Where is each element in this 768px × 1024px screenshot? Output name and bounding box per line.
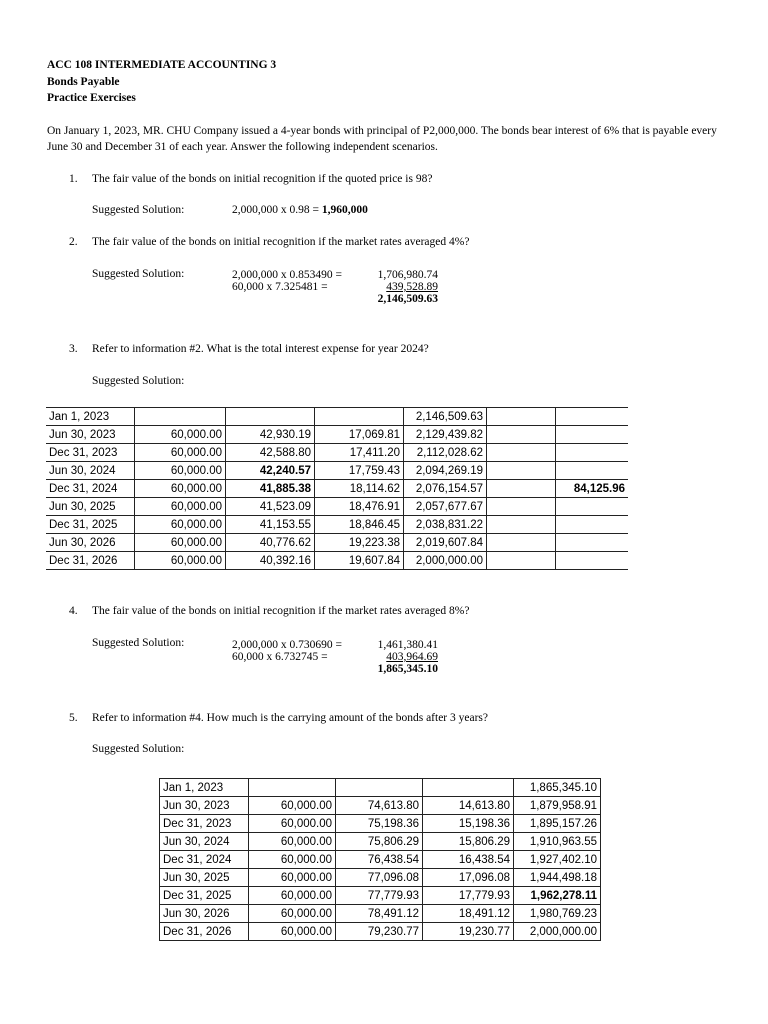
q4-total: 1,865,345.10 — [377, 663, 438, 675]
amortization-cell: 18,114.62 — [315, 480, 404, 498]
amortization-cell — [423, 779, 514, 797]
q1-solution-label: Suggested Solution: — [92, 204, 185, 216]
table-row — [46, 408, 628, 426]
cash-cell: 60,000.00 — [135, 534, 226, 552]
q4-calc-line-1: 2,000,000 x 0.730690 = — [232, 639, 342, 651]
amortization-cell: 17,779.93 — [423, 887, 514, 905]
interest-cell: 74,613.80 — [336, 797, 423, 815]
blank-cell — [556, 408, 629, 426]
q2-text: The fair value of the bonds on initial recognition if the market rates averaged 4%? — [92, 236, 470, 248]
date-cell: Dec 31, 2025 — [160, 887, 249, 905]
cash-cell: 60,000.00 — [135, 426, 226, 444]
table-row — [46, 516, 628, 534]
interest-cell: 79,230.77 — [336, 923, 423, 941]
amortization-cell: 19,607.84 — [315, 552, 404, 570]
cash-cell: 60,000.00 — [249, 887, 336, 905]
cash-cell: 60,000.00 — [135, 552, 226, 570]
q4-calc-lines — [232, 639, 342, 663]
q2-calc-values — [360, 269, 438, 305]
amortization-cell: 16,438.54 — [423, 851, 514, 869]
q4-calc-values — [360, 639, 438, 675]
amortization-cell: 15,198.36 — [423, 815, 514, 833]
date-cell: Jun 30, 2025 — [160, 869, 249, 887]
interest-cell: 75,806.29 — [336, 833, 423, 851]
date-cell: Jun 30, 2024 — [46, 462, 135, 480]
interest-cell: 75,198.36 — [336, 815, 423, 833]
interest-cell: 42,930.19 — [226, 426, 315, 444]
interest-cell: 42,588.80 — [226, 444, 315, 462]
carrying-cell: 2,019,607.84 — [404, 534, 487, 552]
interest-cell — [226, 408, 315, 426]
carrying-cell: 1,910,963.55 — [514, 833, 601, 851]
date-cell: Dec 31, 2024 — [46, 480, 135, 498]
cash-cell: 60,000.00 — [249, 833, 336, 851]
table-row — [160, 815, 601, 833]
amortization-cell: 18,476.91 — [315, 498, 404, 516]
amortization-cell: 14,613.80 — [423, 797, 514, 815]
q2-calc-line-1: 2,000,000 x 0.853490 = — [232, 269, 342, 281]
table-row — [160, 851, 601, 869]
cash-cell: 60,000.00 — [249, 905, 336, 923]
date-cell: Jun 30, 2023 — [46, 426, 135, 444]
date-cell: Jun 30, 2024 — [160, 833, 249, 851]
interest-cell: 77,096.08 — [336, 869, 423, 887]
carrying-cell: 2,038,831.22 — [404, 516, 487, 534]
carrying-cell: 2,094,269.19 — [404, 462, 487, 480]
q2-calc-lines — [232, 269, 342, 293]
q4-value-1: 1,461,380.41 — [377, 639, 438, 651]
q3-solution-label: Suggested Solution: — [92, 375, 185, 387]
q2-calc-line-2: 60,000 x 7.325481 = — [232, 281, 328, 293]
date-cell: Jun 30, 2025 — [46, 498, 135, 516]
cash-cell: 60,000.00 — [249, 923, 336, 941]
table-row — [46, 444, 628, 462]
blank-cell — [487, 552, 556, 570]
q5-number: 5. — [69, 712, 78, 724]
topic-title: Bonds Payable — [47, 76, 120, 88]
blank-cell — [487, 516, 556, 534]
date-cell: Jun 30, 2023 — [160, 797, 249, 815]
table-row — [160, 887, 601, 905]
cash-cell: 60,000.00 — [135, 498, 226, 516]
carrying-cell: 2,057,677.67 — [404, 498, 487, 516]
amortization-cell: 18,491.12 — [423, 905, 514, 923]
subtitle: Practice Exercises — [47, 92, 136, 104]
q2-number: 2. — [69, 236, 78, 248]
table-row — [160, 779, 601, 797]
carrying-cell: 2,000,000.00 — [514, 923, 601, 941]
date-cell: Jun 30, 2026 — [46, 534, 135, 552]
amortization-cell: 17,096.08 — [423, 869, 514, 887]
blank-cell — [556, 462, 629, 480]
amortization-cell: 17,069.81 — [315, 426, 404, 444]
interest-cell: 40,776.62 — [226, 534, 315, 552]
interest-cell: 76,438.54 — [336, 851, 423, 869]
carrying-cell: 1,879,958.91 — [514, 797, 601, 815]
q4-solution-label: Suggested Solution: — [92, 637, 185, 649]
q2-value-1: 1,706,980.74 — [377, 269, 438, 281]
q4-value-2: 403,964.69 — [386, 651, 438, 663]
blank-cell — [556, 534, 629, 552]
date-cell: Dec 31, 2026 — [46, 552, 135, 570]
amortization-cell — [315, 408, 404, 426]
table-row — [160, 923, 601, 941]
blank-cell — [556, 498, 629, 516]
interest-cell: 78,491.12 — [336, 905, 423, 923]
q1-number: 1. — [69, 173, 78, 185]
table-row — [160, 833, 601, 851]
interest-cell: 41,523.09 — [226, 498, 315, 516]
date-cell: Jan 1, 2023 — [46, 408, 135, 426]
cash-cell: 60,000.00 — [249, 797, 336, 815]
amortization-cell: 17,411.20 — [315, 444, 404, 462]
total-interest-2024: 84,125.96 — [556, 480, 629, 498]
date-cell: Jun 30, 2026 — [160, 905, 249, 923]
interest-cell: 41,885.38 — [226, 480, 315, 498]
carrying-cell: 1,980,769.23 — [514, 905, 601, 923]
date-cell: Dec 31, 2025 — [46, 516, 135, 534]
q1-answer: 1,960,000 — [321, 204, 368, 216]
q5-text: Refer to information #4. How much is the carrying amount of the bonds after 3 years? — [92, 712, 488, 724]
cash-cell: 60,000.00 — [135, 444, 226, 462]
blank-cell — [487, 462, 556, 480]
table-body — [46, 408, 628, 570]
interest-cell: 41,153.55 — [226, 516, 315, 534]
carrying-cell: 2,000,000.00 — [404, 552, 487, 570]
q3-text: Refer to information #2. What is the total interest expense for year 2024? — [92, 343, 429, 355]
blank-cell — [556, 444, 629, 462]
q1-calculation — [232, 204, 368, 216]
amortization-cell: 15,806.29 — [423, 833, 514, 851]
intro-paragraph: On January 1, 2023, MR. CHU Company issued a 4-year bonds with principal of P2,000,000. The bonds bear interest of 6% that is payable every June 30 and December 31 of each year. Answer the following independent scenarios. — [47, 125, 717, 153]
q4-number: 4. — [69, 605, 78, 617]
interest-cell: 40,392.16 — [226, 552, 315, 570]
cash-cell: 60,000.00 — [135, 516, 226, 534]
interest-cell: 77,779.93 — [336, 887, 423, 905]
carrying-cell: 1,927,402.10 — [514, 851, 601, 869]
table-body — [160, 779, 601, 941]
blank-cell — [556, 552, 629, 570]
carrying-cell: 2,076,154.57 — [404, 480, 487, 498]
table-row — [46, 426, 628, 444]
date-cell: Dec 31, 2026 — [160, 923, 249, 941]
table-row — [46, 534, 628, 552]
interest-cell — [336, 779, 423, 797]
carrying-cell: 1,895,157.26 — [514, 815, 601, 833]
cash-cell — [135, 408, 226, 426]
carrying-cell: 2,146,509.63 — [404, 408, 487, 426]
blank-cell — [487, 444, 556, 462]
q3-number: 3. — [69, 343, 78, 355]
carrying-cell: 2,129,439.82 — [404, 426, 487, 444]
q5-solution-label: Suggested Solution: — [92, 743, 185, 755]
table-row — [160, 797, 601, 815]
table-row — [46, 552, 628, 570]
cash-cell — [249, 779, 336, 797]
q4-text: The fair value of the bonds on initial recognition if the market rates averaged 8%? — [92, 605, 470, 617]
interest-cell: 42,240.57 — [226, 462, 315, 480]
q2-total: 2,146,509.63 — [377, 293, 438, 305]
table-row — [160, 905, 601, 923]
date-cell: Dec 31, 2024 — [160, 851, 249, 869]
blank-cell — [487, 408, 556, 426]
q2-value-2: 439,528.89 — [386, 281, 438, 293]
table-row — [160, 869, 601, 887]
cash-cell: 60,000.00 — [249, 869, 336, 887]
cash-cell: 60,000.00 — [135, 480, 226, 498]
blank-cell — [487, 534, 556, 552]
q4-calc-line-2: 60,000 x 6.732745 = — [232, 651, 328, 663]
date-cell: Jan 1, 2023 — [160, 779, 249, 797]
amortization-cell: 17,759.43 — [315, 462, 404, 480]
table-row — [46, 498, 628, 516]
blank-cell — [556, 516, 629, 534]
q2-solution-label: Suggested Solution: — [92, 268, 185, 280]
carrying-amount-after-3-years: 1,962,278.11 — [514, 887, 601, 905]
carrying-cell: 1,865,345.10 — [514, 779, 601, 797]
blank-cell — [487, 498, 556, 516]
amortization-table-8pct — [159, 778, 601, 941]
amortization-cell: 19,223.38 — [315, 534, 404, 552]
q1-calc-text: 2,000,000 x 0.98 = — [232, 204, 322, 216]
cash-cell: 60,000.00 — [249, 815, 336, 833]
blank-cell — [487, 480, 556, 498]
table-row — [46, 462, 628, 480]
carrying-cell: 2,112,028.62 — [404, 444, 487, 462]
course-title: ACC 108 INTERMEDIATE ACCOUNTING 3 — [47, 59, 277, 71]
blank-cell — [556, 426, 629, 444]
table-row — [46, 480, 628, 498]
blank-cell — [487, 426, 556, 444]
amortization-cell: 18,846.45 — [315, 516, 404, 534]
date-cell: Dec 31, 2023 — [46, 444, 135, 462]
cash-cell: 60,000.00 — [249, 851, 336, 869]
date-cell: Dec 31, 2023 — [160, 815, 249, 833]
amortization-cell: 19,230.77 — [423, 923, 514, 941]
cash-cell: 60,000.00 — [135, 462, 226, 480]
amortization-table-4pct — [46, 407, 628, 570]
q1-text: The fair value of the bonds on initial recognition if the quoted price is 98? — [92, 173, 433, 185]
carrying-cell: 1,944,498.18 — [514, 869, 601, 887]
